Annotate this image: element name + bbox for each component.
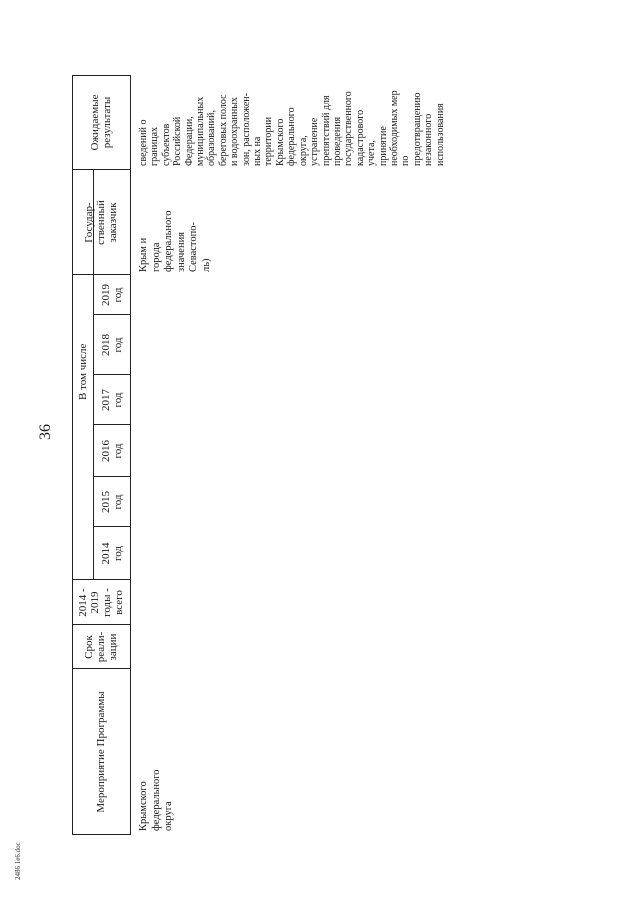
header-year-2014: 2014 год [99, 542, 124, 565]
row-customer: Крым и города федерального значения Севастопо- ль) [138, 210, 212, 272]
header-term: Срок реали-зации [83, 631, 119, 663]
page-number: 36 [37, 424, 54, 440]
header-total: 2014 - 2019 годы - всего [77, 588, 125, 617]
header-results: Ожидаемые результаты [89, 94, 113, 151]
rotated-table [72, 75, 502, 835]
header-including: В том числе [76, 343, 89, 400]
header-year-2017: 2017 год [99, 389, 124, 411]
header-year-2015: 2015 год [99, 491, 124, 513]
header-year-2019: 2019 год [99, 284, 124, 306]
header-year-2018: 2018 год [99, 334, 124, 356]
row-results: сведений о границах субъектов Российской Федерации, муниципальных образований, береговых полос и водоохранных зон, расположен- ных на территории Крымского федерального округа, устранение препятствий для проведения государственного кадастрового учета, принятие необходимых мер по предотвращению незаконного использования [138, 90, 446, 166]
header-activity: Мероприятие Программы [95, 691, 107, 813]
header-year-2016: 2016 год [99, 440, 124, 462]
row-activity: Крымского федерального округа [138, 769, 175, 831]
header-customer: Государ-ственный заказчик [83, 200, 119, 245]
footer-filename: 2486 1е6.doc [14, 842, 22, 880]
